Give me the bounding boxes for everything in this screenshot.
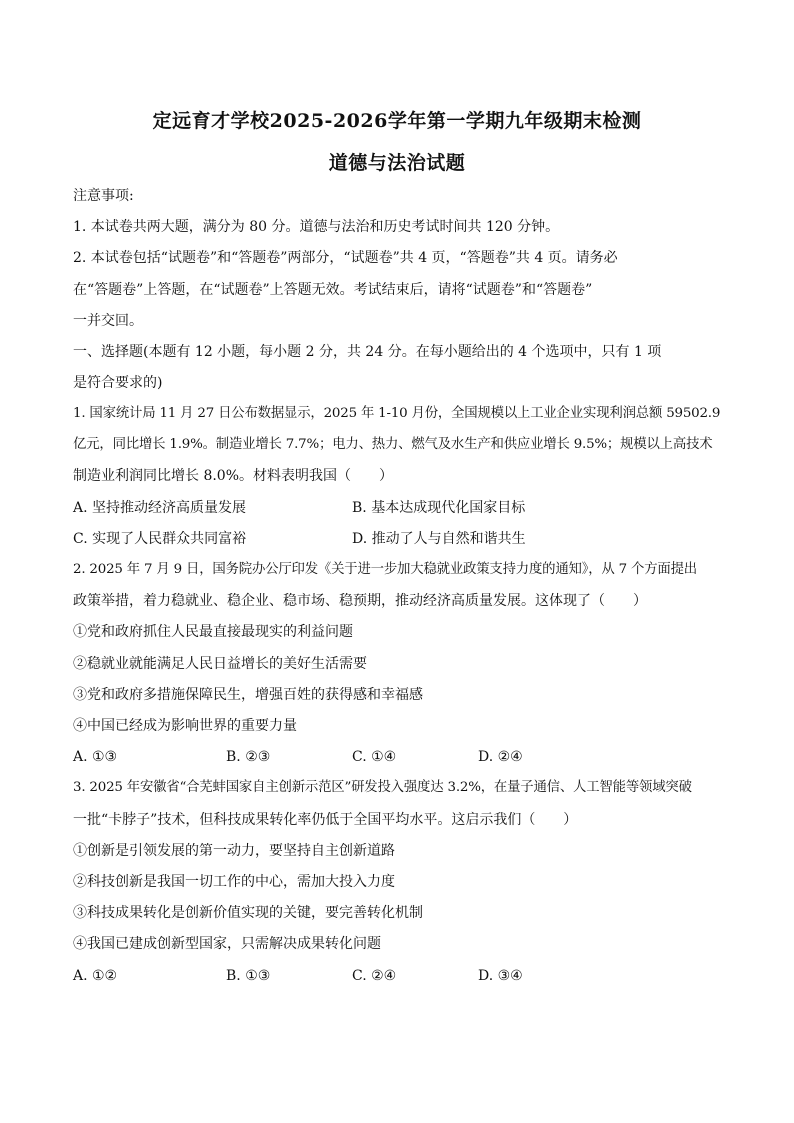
question-3-statement-4: ④我国已建成创新型国家，只需解决成果转化问题 (73, 936, 381, 952)
question-1-option-d: D. 推动了人与自然和谐共生 (352, 531, 526, 547)
question-3-statement-3: ③科技成果转化是创新价值实现的关键，要完善转化机制 (73, 905, 423, 921)
question-1-line-2: 亿元，同比增长 1.9%。制造业增长 7.7%；电力、热力、燃气及水生产和供应业增长 9.5%；规模以上高技术 (73, 437, 713, 452)
question-3-option-b: B. ①③ (226, 968, 271, 984)
question-3-statement-2: ②科技创新是我国一切工作的中心，需加大投入力度 (73, 874, 395, 890)
question-1-option-c: C. 实现了人民群众共同富裕 (73, 531, 247, 547)
question-2-line-1: 2. 2025 年 7 月 9 日，国务院办公厅印发《关于进一步加大稳就业政策支持力度的通知》，从 7 个方面提出 (73, 562, 697, 577)
question-2-option-c: C. ①④ (352, 749, 397, 765)
question-3-option-c: C. ②④ (352, 968, 397, 984)
question-2-statement-2: ②稳就业就能满足人民日益增长的美好生活需要 (73, 656, 367, 672)
question-1-line-3: 制造业利润同比增长 8.0%。材料表明我国（ ） (73, 468, 394, 484)
notice-item-2-line-1: 2. 本试卷包括“试题卷”和“答题卷”两部分，“试题卷”共 4 页，“答题卷”共 4 页。请务必 (73, 250, 618, 266)
question-1-option-a: A. 坚持推动经济高质量发展 (73, 500, 247, 516)
question-3-line-1: 3. 2025 年安徽省“合芜蚌国家自主创新示范区”研发投入强度达 3.2%，在量子通信、人工智能等领域突破 (73, 780, 692, 795)
notice-item-2-line-3: 一并交回。 (73, 313, 143, 329)
question-2-line-2: 政策举措，着力稳就业、稳企业、稳市场、稳预期，推动经济高质量发展。这体现了（ ） (73, 593, 647, 609)
question-2-option-b: B. ②③ (226, 749, 271, 765)
notice-item-1: 1. 本试卷共两大题，满分为 80 分。道德与法治和历史考试时间共 120 分钟。 (73, 219, 560, 235)
question-3-option-a: A. ①② (73, 968, 118, 984)
question-1-line-1: 1. 国家统计局 11 月 27 日公布数据显示，2025 年 1-10 月份，全国规模以上工业企业实现利润总额 59502.9 (73, 406, 721, 421)
page-title: 定远育才学校2025-2026学年第一学期九年级期末检测 (152, 110, 642, 132)
question-2-statement-1: ①党和政府抓住人民最直接最现实的利益问题 (73, 624, 353, 640)
question-3-option-d: D. ③④ (478, 968, 523, 984)
question-2-statement-4: ④中国已经成为影响世界的重要力量 (73, 718, 297, 734)
question-2-option-a: A. ①③ (73, 749, 118, 765)
question-2-option-d: D. ②④ (478, 749, 523, 765)
section-heading-line-1: 一、选择题(本题有 12 小题，每小题 2 分，共 24 分。在每小题给出的 4 个选项中，只有 1 项 (73, 344, 662, 360)
page-subtitle: 道德与法治试题 (328, 152, 466, 174)
question-2-statement-3: ③党和政府多措施保障民生，增强百姓的获得感和幸福感 (73, 687, 423, 703)
notice-item-2-line-2: 在“答题卷”上答题，在“试题卷”上答题无效。考试结束后，请将“试题卷”和“答题卷” (73, 282, 593, 298)
notice-heading: 注意事项: (73, 188, 134, 204)
question-3-statement-1: ①创新是引领发展的第一动力，要坚持自主创新道路 (73, 843, 395, 859)
section-heading-line-2: 是符合要求的) (73, 375, 163, 391)
question-3-line-2: 一批“卡脖子”技术，但科技成果转化率仍低于全国平均水平。这启示我们（ ） (73, 812, 578, 828)
question-1-option-b: B. 基本达成现代化国家目标 (352, 500, 526, 516)
